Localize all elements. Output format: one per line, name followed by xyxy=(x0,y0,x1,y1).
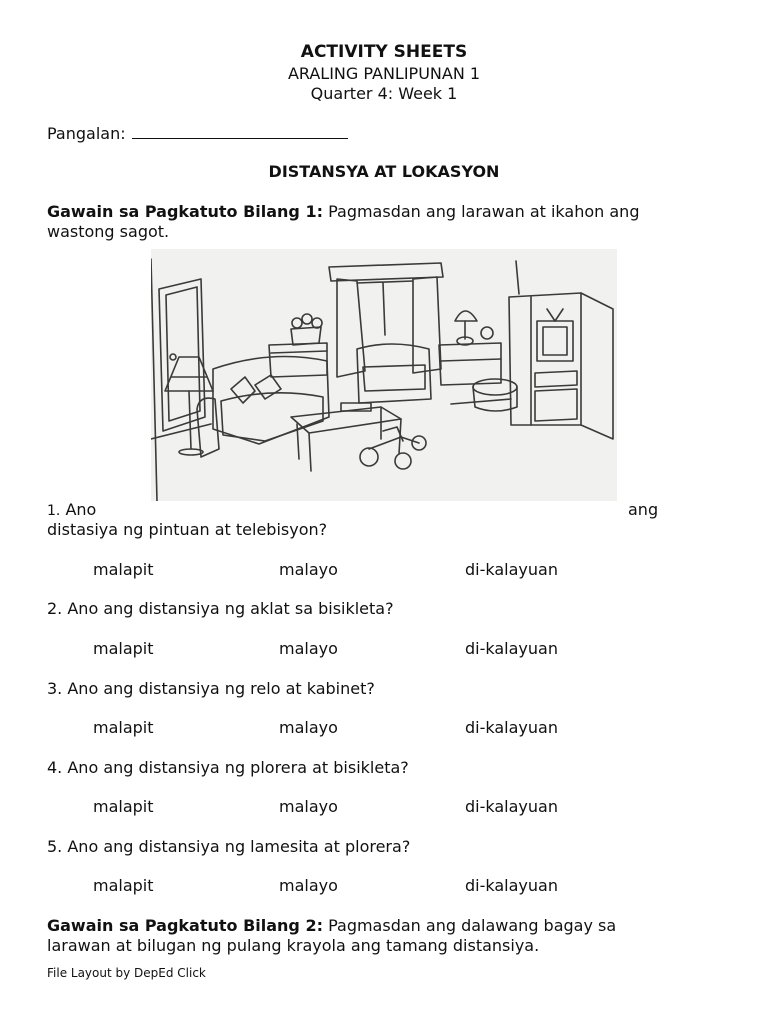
name-blank-line[interactable] xyxy=(132,124,348,139)
footer-credit: File Layout by DepEd Click xyxy=(47,966,206,980)
activity-2-text-line2: larawan at bilugan ng pulang krayola ang tamang distansiya. xyxy=(47,936,540,955)
q3-option-malapit[interactable]: malapit xyxy=(93,718,154,737)
q2-option-di-kalayuan[interactable]: di-kalayuan xyxy=(465,639,558,658)
activity-1-instruction xyxy=(47,202,737,242)
subject-title: ARALING PANLIPUNAN 1 xyxy=(287,64,481,83)
question-3: 3. Ano ang distansiya ng relo at kabinet? xyxy=(47,679,375,698)
q3-option-malayo[interactable]: malayo xyxy=(279,718,338,737)
question-2: 2. Ano ang distansiya ng aklat sa bisikleta? xyxy=(47,599,394,618)
q3-option-di-kalayuan[interactable]: di-kalayuan xyxy=(465,718,558,737)
name-row xyxy=(47,124,348,143)
q2-option-malapit[interactable]: malapit xyxy=(93,639,154,658)
activity-1-text-line1: Pagmasdan ang larawan at ikahon ang xyxy=(328,202,640,221)
activity-2-instruction xyxy=(47,916,737,956)
q5-option-malapit[interactable]: malapit xyxy=(93,876,154,895)
q4-option-malapit[interactable]: malapit xyxy=(93,797,154,816)
activity-2-label: Gawain sa Pagkatuto Bilang 2: xyxy=(47,916,323,935)
question-1-number: 1. xyxy=(47,503,61,519)
question-1-text-start: Ano xyxy=(65,500,97,519)
q1-option-malapit[interactable]: malapit xyxy=(93,560,154,579)
section-title: DISTANSYA AT LOKASYON xyxy=(268,162,500,181)
activity-2-text-line1: Pagmasdan ang dalawang bagay sa xyxy=(328,916,617,935)
question-1-text-line2: distasiya ng pintuan at telebisyon? xyxy=(47,520,328,539)
q4-option-malayo[interactable]: malayo xyxy=(279,797,338,816)
name-label: Pangalan: xyxy=(47,124,126,143)
page-title: ACTIVITY SHEETS xyxy=(300,42,468,62)
q1-option-malayo[interactable]: malayo xyxy=(279,560,338,579)
activity-1-label: Gawain sa Pagkatuto Bilang 1: xyxy=(47,202,323,221)
q5-option-di-kalayuan[interactable]: di-kalayuan xyxy=(465,876,558,895)
activity-1-text-line2: wastong sagot. xyxy=(47,222,170,241)
q5-option-malayo[interactable]: malayo xyxy=(279,876,338,895)
q1-option-di-kalayuan[interactable]: di-kalayuan xyxy=(465,560,558,579)
question-1-text-end: ang xyxy=(628,500,659,519)
quarter-week: Quarter 4: Week 1 xyxy=(310,84,458,103)
question-1 xyxy=(47,500,96,519)
question-4: 4. Ano ang distansiya ng plorera at bisikleta? xyxy=(47,758,409,777)
q2-option-malayo[interactable]: malayo xyxy=(279,639,338,658)
living-room-illustration xyxy=(151,249,617,501)
question-5: 5. Ano ang distansiya ng lamesita at plorera? xyxy=(47,837,411,856)
q4-option-di-kalayuan[interactable]: di-kalayuan xyxy=(465,797,558,816)
